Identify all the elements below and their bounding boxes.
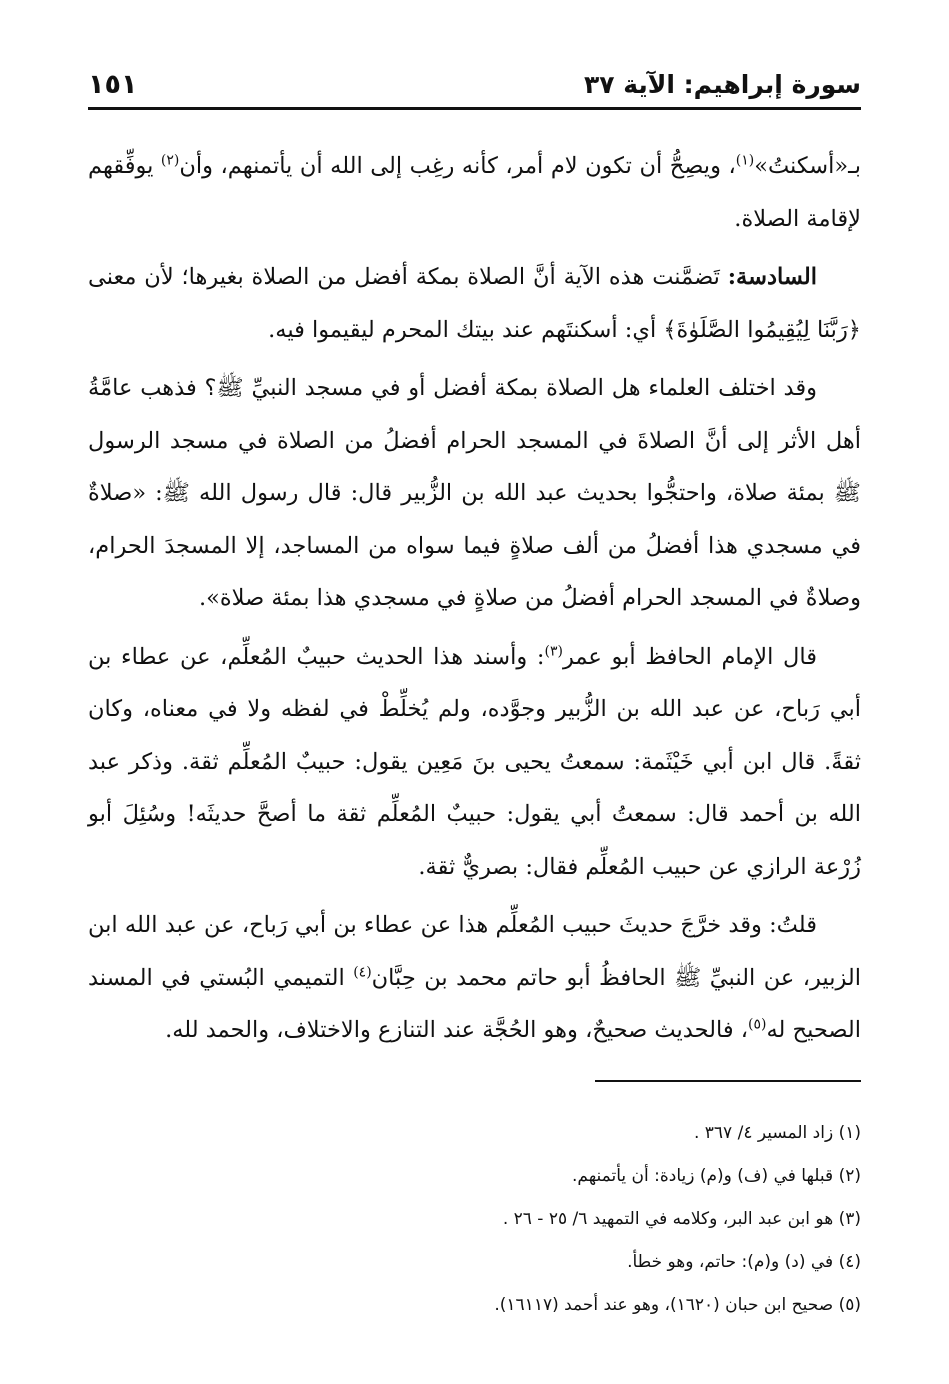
- text-run: ، ويصِحُّ أن تكون لام أمر، كأنه رغِب إلى الله أن يأتمنهم، وأن: [179, 153, 736, 179]
- section-label: السادسة:: [727, 264, 817, 290]
- main-text: [88, 140, 861, 1063]
- paragraph-5: [88, 899, 861, 1057]
- text-run: : وأسند هذا الحديث حبيبٌ المُعلِّم، عن عطاء بن أبي رَباح، عن عبد الله بن الزُّبير وجوَّده، ولم يُخلِّطْ في لفظه ولا في معناه، وكان ثقةً. قال ابن أبي خَيْثَمة: سمعتُ يحيى بنَ مَعِين يقول: حبيبٌ المُعلِّم ثقة. وذكر عبد الله بن أحمد قال: سمعتُ أبي يقول: حبيبٌ المُعلِّم ثقة ما أصحَّ حديثَه! وسُئِلَ أبو زُرْعة الرازي عن حبيب المُعلِّم فقال: بصريٌّ ثقة.: [88, 643, 861, 880]
- footnote-ref-5[interactable]: (٥): [748, 1016, 767, 1033]
- footnote-3: (٣) هو ابن عبد البر، وكلامه في التمهيد ٦/ ٢٥ - ٢٦ .: [502, 1209, 861, 1229]
- paragraph-4: [88, 631, 861, 894]
- paragraph-3: [88, 362, 861, 625]
- footnote-ref-3[interactable]: (٣): [544, 643, 563, 659]
- text-run: ، فالحديث صحيحٌ، وهو الحُجَّة عند التنازع والاختلاف، والحمد لله.: [165, 1017, 748, 1043]
- footnote-ref-2[interactable]: (٢): [160, 152, 180, 169]
- page-number: ١٥١: [88, 69, 138, 100]
- footnote-4: (٤) في (د) و(م): حاتم، وهو خطأ.: [627, 1252, 861, 1272]
- text-run: التميمي البُستي في المسند الصحيح له: [88, 964, 861, 1043]
- footnote-1: (١) زاد المسير ٤/ ٣٦٧ .: [693, 1123, 861, 1143]
- text-run: وقد اختلف العلماء هل الصلاة بمكة أفضل أو في مسجد النبيِّ ﷺ؟ فذهب عامَّةُ أهل الأثر إلى أنَّ الصلاةَ في المسجد الحرام أفضلُ من الصلاة في مسجد الرسول ﷺ بمئة صلاة، واحتجُّوا بحديث عبد الله بن الزُّبير قال: قال رسول الله ﷺ: «صلاةٌ في مسجدي هذا أفضلُ من ألف صلاةٍ فيما سواه من المساجد، إلا المسجدَ الحرام، وصلاةٌ في المسجد الحرام أفضلُ من صلاةٍ في مسجدي هذا بمئة صلاة».: [88, 375, 861, 611]
- footnote-ref-1[interactable]: (١): [735, 152, 755, 169]
- header-rule: [88, 107, 861, 110]
- text-run: قال الإمام الحافظ أبو عمر: [562, 643, 817, 670]
- footnote-2: (٢) قبلها في (ف) و(م) زيادة: أن يأتمنهم.: [571, 1166, 861, 1186]
- text-run: يوفِّقهم لإقامة الصلاة.: [88, 153, 861, 232]
- footnote-5: (٥) صحيح ابن حبان (١٦٢٠)، وهو عند أحمد (١٦١١٧).: [494, 1295, 861, 1315]
- text-run: تَضمَّنت هذه الآية أنَّ الصلاة بمكة أفضل من الصلاة بغيرها؛ لأن معنى ﴿رَبَّنَا لِيُقِيمُوا الصَّلَوٰةَ﴾ أي: أسكنتَهم عند بيتك المحرم ليقيموا فيه.: [88, 264, 861, 343]
- running-header: [88, 58, 861, 102]
- footnote-ref-4[interactable]: (٤): [353, 964, 372, 980]
- running-title: سورة إبراهيم: الآية ٣٧: [583, 70, 861, 99]
- paragraph-1: [88, 140, 861, 245]
- paragraph-2: [88, 251, 861, 356]
- text-run: قلتُ: وقد خرَّجَ حديثَ حبيب المُعلِّم هذا عن عطاء بن أبي رَباح، عن عبد الله ابن الزبير، عن النبيِّ ﷺ الحافظُ أبو حاتم محمد بن حِبَّان: [88, 912, 861, 991]
- text-run: بـ«أسكنتُ»: [754, 153, 861, 179]
- footnote-separator: [595, 1080, 861, 1082]
- footnotes: [88, 1112, 861, 1327]
